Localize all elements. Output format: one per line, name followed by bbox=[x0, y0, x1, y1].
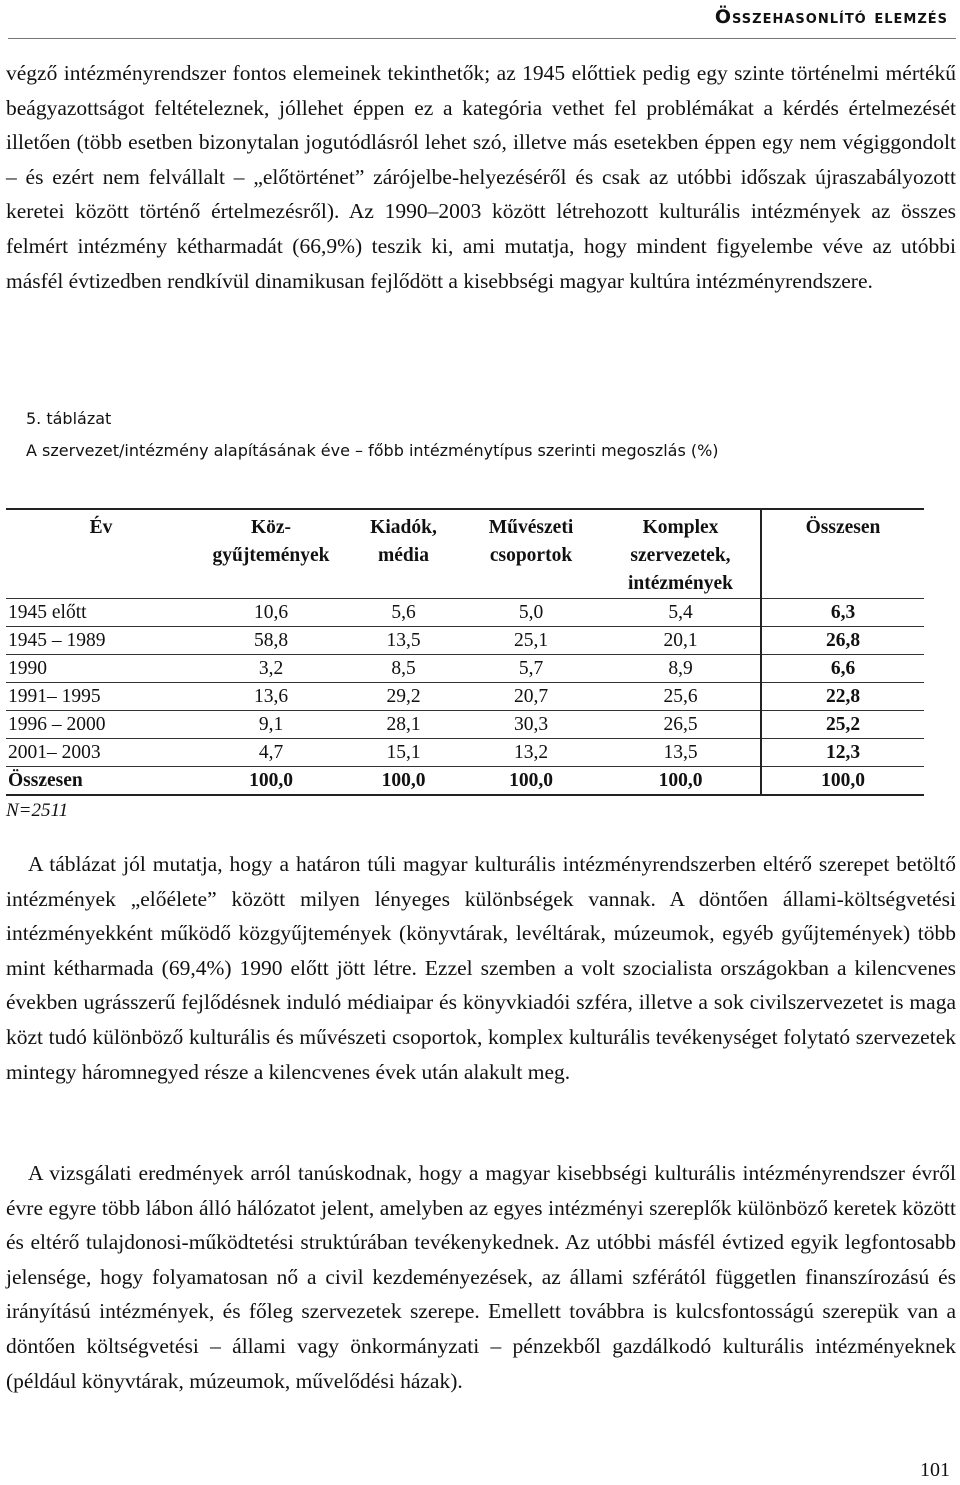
paragraph-analysis: A táblázat jól mutatja, hogy a határon túli magyar kulturális intézményrendszerben eltérő szerepet betöltő intézmények „előélete” között milyen lényeges különbségek vannak. A döntően állami-költségvetési intézményekként működő közgyűjtemények (könyvtárak, levéltárak, múzeumok, egyéb gyűjtemények) több mint kétharmada (69,4%) 1990 előtt jött létre. Ezzel szemben a volt szocialista országokban a kilencvenes években ugrásszerű fejlődésnek induló médiaipar és könyvkiadói szféra, illetve a sok civilszervezetet is maga közt tudó különböző kulturális és művészeti csoportok, komplex kulturális tevékenységet folytató szervezetek mintegy háromnegyed része a kilencvenes évek után alakult meg. bbox=[6, 852, 956, 1084]
table-cell: 8,5 bbox=[346, 655, 461, 683]
table-cell: 29,2 bbox=[346, 683, 461, 711]
table-cell: 1945 előtt bbox=[6, 599, 196, 627]
running-header: Összehasonlító elemzés bbox=[714, 6, 948, 28]
table-cell: 4,7 bbox=[196, 739, 346, 767]
table-cell: 28,1 bbox=[346, 711, 461, 739]
col-header-complex-orgs: Komplex szervezetek, intézmények bbox=[601, 509, 761, 599]
table-cell: 15,1 bbox=[346, 739, 461, 767]
table-cell: 25,2 bbox=[761, 711, 924, 739]
table-cell: 13,6 bbox=[196, 683, 346, 711]
table-row bbox=[6, 711, 924, 739]
table-cell: 2001– 2003 bbox=[6, 739, 196, 767]
data-table bbox=[6, 508, 924, 796]
table-cell: 12,3 bbox=[761, 739, 924, 767]
table-row bbox=[6, 739, 924, 767]
table-cell: 1996 – 2000 bbox=[6, 711, 196, 739]
table-cell: 1990 bbox=[6, 655, 196, 683]
table-cell: 26,8 bbox=[761, 627, 924, 655]
table-cell: 6,6 bbox=[761, 655, 924, 683]
table-cell: 100,0 bbox=[761, 767, 924, 796]
header-rule bbox=[8, 38, 956, 39]
table-row bbox=[6, 683, 924, 711]
paragraph-conclusion: A vizsgálati eredmények arról tanúskodnak, hogy a magyar kisebbségi kulturális intézményrendszer évről évre egyre több lábon álló hálózatot jelent, amelyben az egyes intézményi szereplők különböző keretek között és eltérő tulajdonosi-működtetési struktúrában tevékenykednek. Az utóbbi másfél évtized egyik legfontosabb jelensége, hogy folyamatosan nő a civil kezdeményezések, az állami szférától független finanszírozású és irányítású intézmények, és főleg szervezetek szerepe. Emellett továbbra is kulcsfontosságú szerepük van a döntően költségvetési – állami vagy önkormányzati – pénzekből gazdálkodó kulturális intézményeknek (például könyvtárak, múzeumok, művelődési házak). bbox=[6, 1161, 956, 1393]
col-header-year: Év bbox=[6, 509, 196, 599]
paragraph-intro: végző intézményrendszer fontos elemeinek tekinthetők; az 1945 előttiek pedig egy szinte történelmi mértékű beágyazottságot feltételeznek, jóllehet éppen ez a kategória vethet fel problémákat a kérdés értelmezését illetően (több esetben bizonytalan jogutódlásról lehet szó, illetve más esetekben éppen egy nem végiggondolt – és ezért nem felvállalt – „előtörténet” zárójelbe-helyezéséről és csak az utóbbi időszak újraszabályozott keretei között történő értelmezésről). Az 1990–2003 között létrehozott kulturális intézmények az összes felmért intézmény kétharmadát (66,9%) teszik ki, ami mutatja, hogy mindent figyelembe véve az utóbbi másfél évtizedben rendkívül dinamikusan fejlődött a kisebbségi magyar kultúra intézményrendszere. bbox=[6, 61, 956, 293]
col-header-art-groups: Művészeti csoportok bbox=[461, 509, 601, 599]
table-cell: 20,7 bbox=[461, 683, 601, 711]
table-cell: 5,7 bbox=[461, 655, 601, 683]
table-row bbox=[6, 627, 924, 655]
table-cell: 5,0 bbox=[461, 599, 601, 627]
col-header-collections: Köz- gyűjtemények bbox=[196, 509, 346, 599]
table-cell: 30,3 bbox=[461, 711, 601, 739]
table-cell: 58,8 bbox=[196, 627, 346, 655]
col-header-publishers: Kiadók, média bbox=[346, 509, 461, 599]
table-cell: 13,2 bbox=[461, 739, 601, 767]
table-number: 5. táblázat bbox=[26, 409, 112, 428]
table-cell: 8,9 bbox=[601, 655, 761, 683]
table-cell: 9,1 bbox=[196, 711, 346, 739]
table-header-row bbox=[6, 509, 924, 599]
table-cell: Összesen bbox=[6, 767, 196, 796]
table-cell: 100,0 bbox=[461, 767, 601, 796]
table-cell: 10,6 bbox=[196, 599, 346, 627]
table-cell: 1945 – 1989 bbox=[6, 627, 196, 655]
table-total-row bbox=[6, 767, 924, 796]
table-cell: 25,1 bbox=[461, 627, 601, 655]
page-number: 101 bbox=[920, 1459, 950, 1481]
table-cell: 20,1 bbox=[601, 627, 761, 655]
table-row bbox=[6, 599, 924, 627]
table-cell: 6,3 bbox=[761, 599, 924, 627]
table-cell: 13,5 bbox=[601, 739, 761, 767]
table-cell: 22,8 bbox=[761, 683, 924, 711]
table-cell: 100,0 bbox=[601, 767, 761, 796]
table-cell: 3,2 bbox=[196, 655, 346, 683]
table-title: A szervezet/intézmény alapításának éve – főbb intézménytípus szerinti megoszlás (%) bbox=[26, 441, 719, 460]
table-cell: 1991– 1995 bbox=[6, 683, 196, 711]
table-cell: 100,0 bbox=[346, 767, 461, 796]
table-note: N=2511 bbox=[6, 800, 69, 821]
table-cell: 5,4 bbox=[601, 599, 761, 627]
table-cell: 26,5 bbox=[601, 711, 761, 739]
table-cell: 5,6 bbox=[346, 599, 461, 627]
table-cell: 25,6 bbox=[601, 683, 761, 711]
table-cell: 13,5 bbox=[346, 627, 461, 655]
table-cell: 100,0 bbox=[196, 767, 346, 796]
col-header-total: Összesen bbox=[761, 509, 924, 599]
table-row bbox=[6, 655, 924, 683]
